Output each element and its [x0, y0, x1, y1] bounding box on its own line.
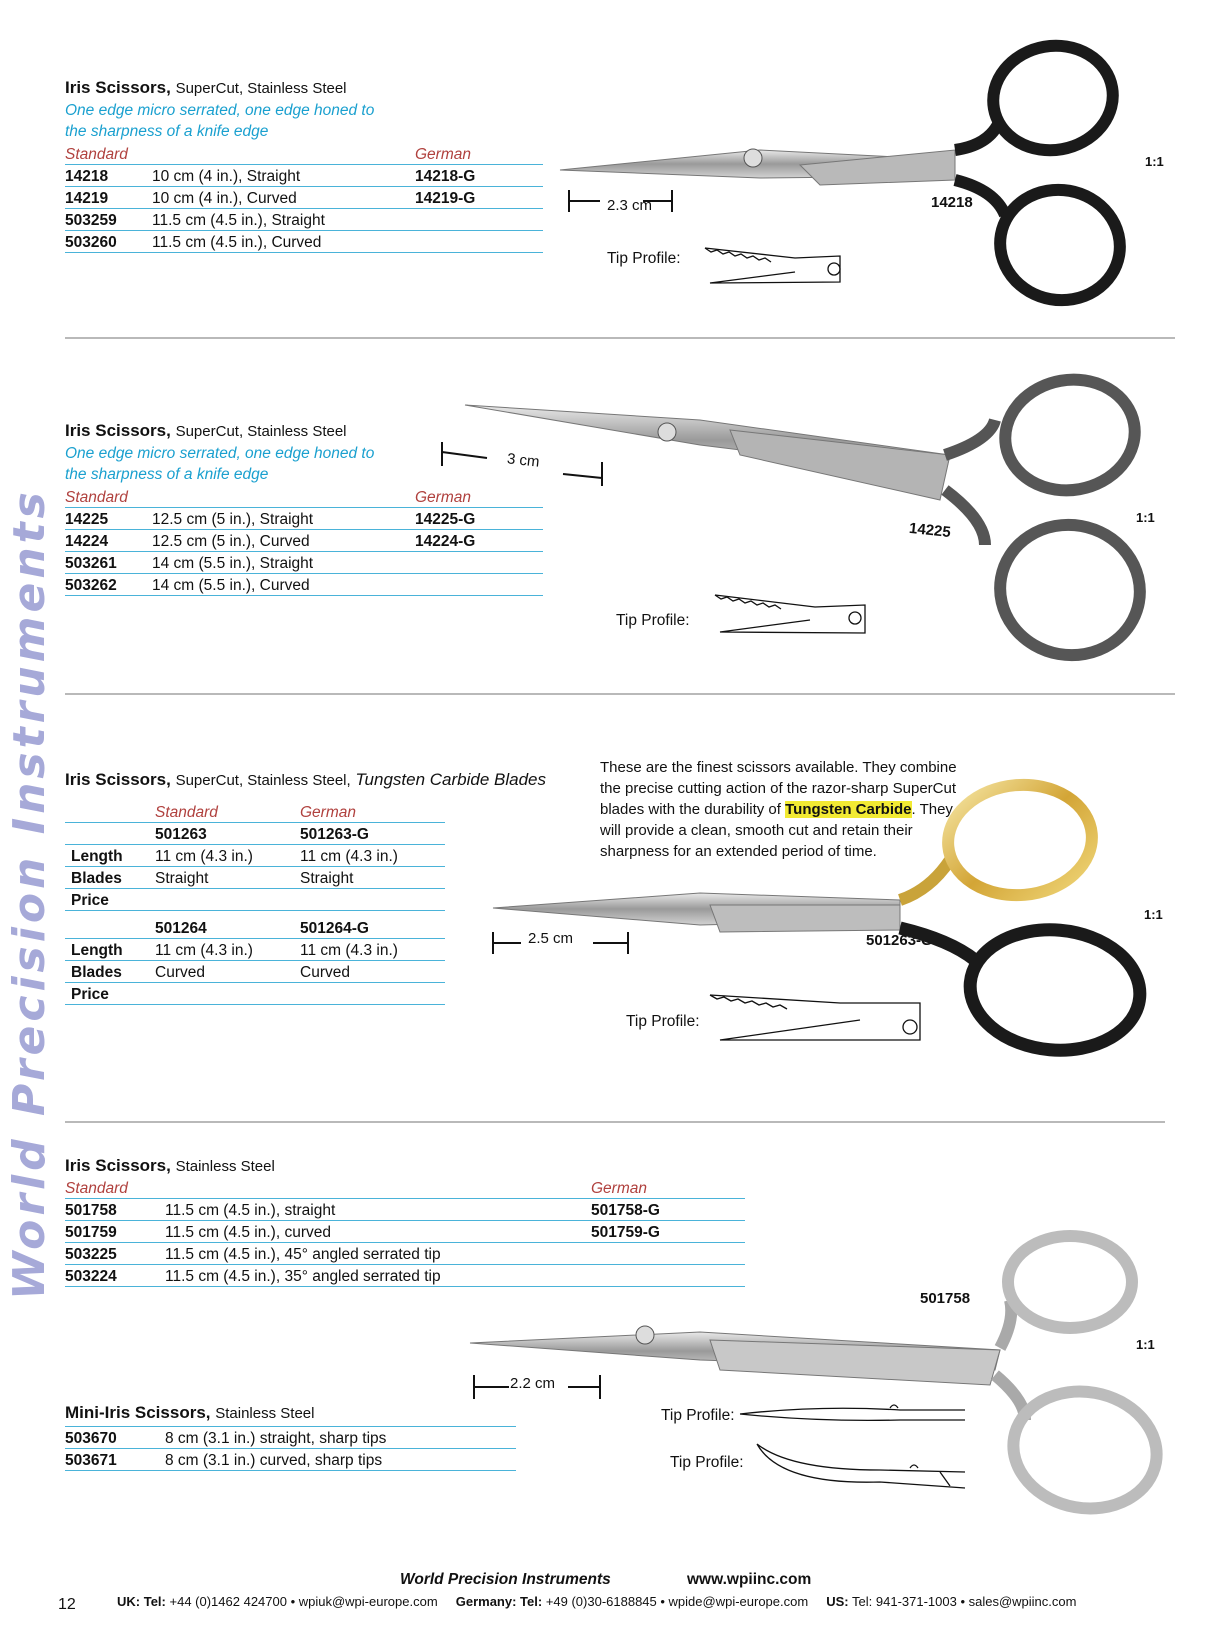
section-title: Iris Scissors, Stainless Steel: [65, 1156, 275, 1175]
footer-brand: World Precision Instruments: [400, 1571, 611, 1588]
vertical-brand-text: World Precision Instruments: [4, 488, 55, 1300]
table-row: 503225 11.5 cm (4.5 in.), 45° angled serrated tip: [65, 1242, 745, 1264]
scissors-501758-image: [470, 1236, 1166, 1520]
scissors-14225-image: [465, 370, 1150, 667]
footer-contacts: UK: Tel: +44 (0)1462 424700 • wpiuk@wpi-europe.com Germany: Tel: +49 (0)30-6188845 • wpide@wpi-europe.com US: Tel: 941-371-1003 • sales@wpiinc.com: [117, 1594, 1077, 1609]
table-row: 14225 12.5 cm (5 in.), Straight 14225-G: [65, 507, 543, 529]
section-title: Mini-Iris Scissors, Stainless Steel: [65, 1403, 315, 1422]
table-row: 14218 10 cm (4 in.), Straight 14218-G: [65, 164, 543, 186]
table-row: 14224 12.5 cm (5 in.), Curved 14224-G: [65, 529, 543, 551]
dimension-label: 2.3 cm: [607, 197, 653, 214]
section-title: Iris Scissors, SuperCut, Stainless Steel: [65, 78, 347, 97]
tip-profile-image: [705, 248, 840, 283]
page-number: 12: [58, 1596, 76, 1613]
scale-label: 1:1: [1144, 907, 1163, 922]
tip-profile-image: [715, 595, 865, 633]
spec-table: Standard German 501263 501263-G Length 11 cm (4.3 in.) 11 cm (4.3 in.) Blades Straight Straight Price 501264 501264-G Length 11 cm (4.3 in.) 11 cm (4.3 in.) Blades Curved Curved Price: [65, 800, 445, 1005]
section-note: One edge micro serrated, one edge honed to the sharpness of a knife edge: [65, 445, 375, 483]
dimension-label: 2.2 cm: [510, 1375, 556, 1392]
table-row: 501264 501264-G: [65, 910, 445, 938]
table-row: Length 11 cm (4.3 in.) 11 cm (4.3 in.): [65, 938, 445, 960]
model-label: 14225: [908, 519, 952, 542]
model-label: 14218: [931, 194, 973, 211]
footer-url[interactable]: www.wpiinc.com: [687, 1571, 812, 1588]
table-row: Length 11 cm (4.3 in.) 11 cm (4.3 in.): [65, 844, 445, 866]
table-row: 503671 8 cm (3.1 in.) curved, sharp tips: [65, 1449, 516, 1471]
tip-profile-label: Tip Profile:: [661, 1407, 735, 1424]
table-row: 14219 10 cm (4 in.), Curved 14219-G: [65, 186, 543, 208]
product-table: Standard German 14225 12.5 cm (5 in.), Straight 14225-G 14224 12.5 cm (5 in.), Curved 14224-G 503261 14 cm (5.5 in.), Straight 503262 14 cm (5.5 in.), Curved: [65, 485, 543, 596]
table-row: 503262 14 cm (5.5 in.), Curved: [65, 573, 543, 595]
table-row: Price: [65, 982, 445, 1004]
dimension-label: 2.5 cm: [528, 930, 574, 947]
model-label: 501758: [920, 1290, 971, 1307]
product-table: Standard German 14218 10 cm (4 in.), Straight 14218-G 14219 10 cm (4 in.), Curved 14219-G 503259 11.5 cm (4.5 in.), Straight 503260 11.5 cm (4.5 in.), Curved: [65, 142, 543, 253]
tip-profile-label: Tip Profile:: [670, 1454, 744, 1471]
product-table: Standard German 501758 11.5 cm (4.5 in.), straight 501758-G 501759 11.5 cm (4.5 in.), curved 501759-G 503225 11.5 cm (4.5 in.), 45° angled serrated tip 503224 11.5 cm (4.5 in.), 35° angled serrated tip: [65, 1176, 745, 1287]
table-row: 503261 14 cm (5.5 in.), Straight: [65, 551, 543, 573]
scissors-14218-image: [560, 36, 1129, 309]
dimension-marker: [474, 1375, 600, 1399]
dimension-marker: [442, 442, 602, 486]
scissors-501263-image: [493, 779, 1145, 1057]
table-row: 503259 11.5 cm (4.5 in.), Straight: [65, 208, 543, 230]
section-title: Iris Scissors, SuperCut, Stainless Steel, Tungsten Carbide Blades: [65, 770, 546, 789]
table-row: 501758 11.5 cm (4.5 in.), straight 501758-G: [65, 1198, 745, 1220]
scale-label: 1:1: [1136, 1337, 1155, 1352]
tip-profile-image: [710, 995, 920, 1040]
table-row: 503224 11.5 cm (4.5 in.), 35° angled serrated tip: [65, 1264, 745, 1286]
tip-profile-label: Tip Profile:: [616, 612, 690, 629]
tip-profile-label: Tip Profile:: [607, 250, 681, 267]
dimension-label: 3 cm: [506, 450, 541, 471]
dimension-marker: [569, 190, 672, 212]
dimension-marker: [493, 932, 628, 954]
tungsten-description: These are the finest scissors available. They combine the precise cutting action of the razor-sharp SuperCut blades with the durability of Tungsten Carbide. They will provide a clean, smooth cut and retain their sharpness for an extended period of time.: [600, 759, 957, 860]
model-label: 501263-G: [866, 932, 933, 949]
table-row: Price: [65, 888, 445, 910]
table-row: 503670 8 cm (3.1 in.) straight, sharp tips: [65, 1427, 516, 1449]
table-row: 503260 11.5 cm (4.5 in.), Curved: [65, 230, 543, 252]
table-row: Blades Straight Straight: [65, 866, 445, 888]
tip-profile-image: [757, 1444, 965, 1488]
table-row: 501263 501263-G: [65, 822, 445, 844]
scale-label: 1:1: [1145, 154, 1164, 169]
table-row: Blades Curved Curved: [65, 960, 445, 982]
section-note: One edge micro serrated, one edge honed to the sharpness of a knife edge: [65, 102, 375, 140]
tip-profile-label: Tip Profile:: [626, 1013, 700, 1030]
scale-label: 1:1: [1136, 510, 1155, 525]
table-row: 501759 11.5 cm (4.5 in.), curved 501759-G: [65, 1220, 745, 1242]
tip-profile-image: [740, 1405, 965, 1420]
section-title: Iris Scissors, SuperCut, Stainless Steel: [65, 421, 347, 440]
